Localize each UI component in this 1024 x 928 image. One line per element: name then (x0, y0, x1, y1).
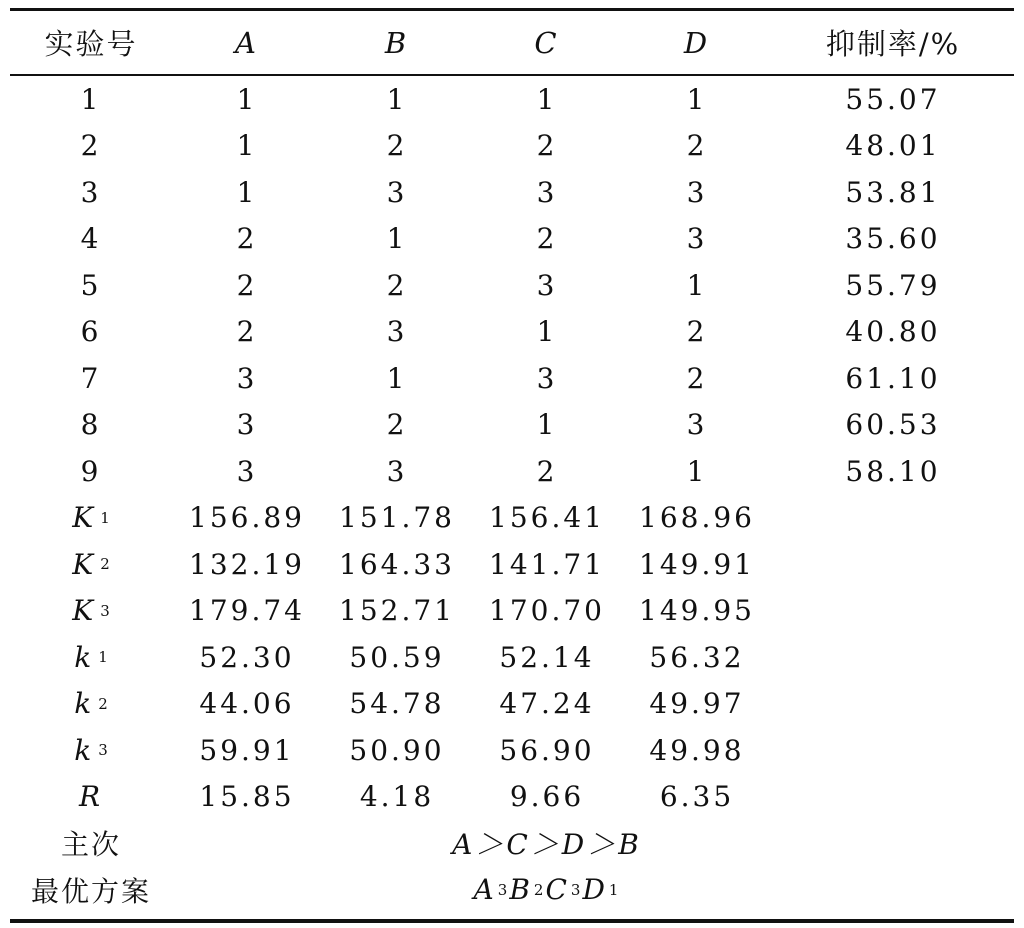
inhibition-rate-cell: 55.07 (845, 82, 941, 116)
stat-row (10, 774, 1014, 821)
stat-value: 50.90 (349, 733, 445, 767)
stat-value: 56.90 (499, 733, 595, 767)
stat-symbol: K (72, 547, 97, 581)
stat-value: 156.41 (489, 501, 605, 535)
level-cell: 1 (236, 175, 258, 209)
level-cell: 1 (236, 82, 258, 116)
level-cell: 3 (536, 175, 558, 209)
level-cell: 1 (536, 315, 558, 349)
stat-value: 50.59 (349, 640, 445, 674)
stat-subscript: 3 (100, 601, 110, 620)
optimal-level: 3 (497, 880, 508, 899)
stat-subscript: 3 (98, 741, 108, 760)
inhibition-rate-cell: 40.80 (845, 315, 941, 349)
stat-value: 49.98 (649, 733, 745, 767)
header-experiment-no: 实验号 (44, 27, 138, 61)
primary-order-value: A＞C＞D＞B (452, 828, 642, 862)
level-cell: 1 (686, 82, 708, 116)
level-cell: 1 (536, 82, 558, 116)
level-cell: 2 (386, 129, 408, 163)
level-cell: 2 (236, 222, 258, 256)
stat-label (10, 495, 172, 542)
stat-value: 52.14 (499, 640, 595, 674)
level-cell: 3 (236, 454, 258, 488)
stat-row (10, 634, 1014, 681)
level-cell: 2 (236, 315, 258, 349)
stat-value: 47.24 (499, 687, 595, 721)
stat-symbol: k (74, 687, 95, 721)
experiment-number: 9 (80, 454, 102, 488)
level-cell: 3 (686, 175, 708, 209)
stat-subscript: 2 (98, 694, 108, 713)
optimal-factor: A (473, 873, 494, 907)
level-cell: 2 (386, 268, 408, 302)
inhibition-rate-cell: 53.81 (845, 175, 941, 209)
table-row (10, 355, 1014, 402)
stat-value: 156.89 (189, 501, 305, 535)
optimal-scheme-row (10, 867, 1014, 914)
stat-symbol: K (72, 594, 97, 628)
stat-value: 164.33 (339, 547, 455, 581)
header-factor-d: D (683, 25, 711, 60)
stat-subscript: 2 (100, 555, 110, 574)
level-cell: 3 (536, 361, 558, 395)
table-row (10, 262, 1014, 309)
experiment-number: 6 (80, 315, 102, 349)
optimal-scheme-label: 最优方案 (30, 874, 151, 908)
stat-value: 44.06 (199, 687, 295, 721)
optimal-factor: D (582, 873, 605, 907)
stat-value: 179.74 (189, 594, 305, 628)
level-cell: 1 (386, 361, 408, 395)
inhibition-rate-cell: 58.10 (845, 454, 941, 488)
stat-value: 170.70 (489, 594, 605, 628)
level-cell: 1 (236, 129, 258, 163)
table-row (10, 448, 1014, 495)
table-row (10, 123, 1014, 170)
header-factor-b: B (384, 25, 410, 60)
stat-symbol: R (78, 780, 104, 814)
level-cell: 3 (236, 361, 258, 395)
inhibition-rate-cell: 60.53 (845, 408, 941, 442)
stat-value: 54.78 (349, 687, 445, 721)
stat-label (10, 681, 172, 728)
stat-row (10, 495, 1014, 542)
stat-value: 59.91 (199, 733, 295, 767)
level-cell: 3 (536, 268, 558, 302)
level-cell: 1 (386, 222, 408, 256)
primary-order-row (10, 820, 1014, 867)
level-cell: 3 (386, 454, 408, 488)
header-row (10, 11, 1014, 74)
experiment-number: 2 (80, 129, 102, 163)
stat-value: 168.96 (639, 501, 755, 535)
stat-row (10, 727, 1014, 774)
level-cell: 2 (236, 268, 258, 302)
optimal-scheme-value (322, 867, 772, 914)
stat-value: 132.19 (189, 547, 305, 581)
table-row (10, 76, 1014, 123)
table-body (10, 76, 1014, 820)
stat-row (10, 541, 1014, 588)
stat-value: 4.18 (359, 780, 435, 814)
stat-label (10, 727, 172, 774)
level-cell: 1 (686, 268, 708, 302)
stat-value: 151.78 (339, 501, 455, 535)
bottom-rule (10, 919, 1014, 923)
stat-value: 15.85 (199, 780, 295, 814)
experiment-number: 3 (80, 175, 102, 209)
level-cell: 3 (386, 315, 408, 349)
table-row (10, 402, 1014, 449)
level-cell: 2 (686, 129, 708, 163)
table-row (10, 309, 1014, 356)
stat-value: 56.32 (649, 640, 745, 674)
level-cell: 1 (386, 82, 408, 116)
stat-label (10, 541, 172, 588)
optimal-factor: B (509, 873, 530, 907)
stat-row (10, 681, 1014, 728)
header-inhibition-rate: 抑制率/% (825, 27, 961, 61)
level-cell: 1 (686, 454, 708, 488)
level-cell: 3 (686, 222, 708, 256)
level-cell: 2 (536, 222, 558, 256)
stat-value: 149.91 (639, 547, 755, 581)
stat-subscript: 1 (98, 648, 108, 667)
stat-symbol: K (72, 501, 97, 535)
experiment-number: 7 (80, 361, 102, 395)
stat-value: 49.97 (649, 687, 745, 721)
inhibition-rate-cell: 35.60 (845, 222, 941, 256)
inhibition-rate-cell: 61.10 (845, 361, 941, 395)
level-cell: 3 (686, 408, 708, 442)
stat-value: 149.95 (639, 594, 755, 628)
optimal-level: 2 (533, 880, 544, 899)
orthogonal-test-table (10, 8, 1014, 923)
stat-value: 141.71 (489, 547, 605, 581)
level-cell: 3 (236, 408, 258, 442)
stat-value: 9.66 (509, 780, 585, 814)
stat-symbol: k (74, 640, 95, 674)
stat-label (10, 634, 172, 681)
level-cell: 2 (536, 454, 558, 488)
table-row (10, 216, 1014, 263)
experiment-number: 8 (80, 408, 102, 442)
stat-label (10, 588, 172, 635)
stat-value: 6.35 (659, 780, 735, 814)
header-factor-c: C (534, 25, 560, 60)
primary-order-label: 主次 (60, 828, 121, 862)
stat-value: 52.30 (199, 640, 295, 674)
stat-label (10, 774, 172, 821)
experiment-number: 4 (80, 222, 102, 256)
stat-value: 152.71 (339, 594, 455, 628)
stat-subscript: 1 (100, 508, 110, 527)
optimal-factor: C (545, 873, 567, 907)
header-factor-a: A (235, 25, 259, 60)
stat-row (10, 588, 1014, 635)
inhibition-rate-cell: 55.79 (845, 268, 941, 302)
level-cell: 2 (536, 129, 558, 163)
optimal-level: 3 (570, 880, 581, 899)
optimal-level: 1 (608, 880, 619, 899)
experiment-number: 1 (80, 82, 102, 116)
stat-symbol: k (74, 733, 95, 767)
inhibition-rate-cell: 48.01 (845, 129, 941, 163)
level-cell: 1 (536, 408, 558, 442)
experiment-number: 5 (80, 268, 102, 302)
level-cell: 2 (686, 315, 708, 349)
level-cell: 2 (386, 408, 408, 442)
table-row (10, 169, 1014, 216)
level-cell: 2 (686, 361, 708, 395)
level-cell: 3 (386, 175, 408, 209)
